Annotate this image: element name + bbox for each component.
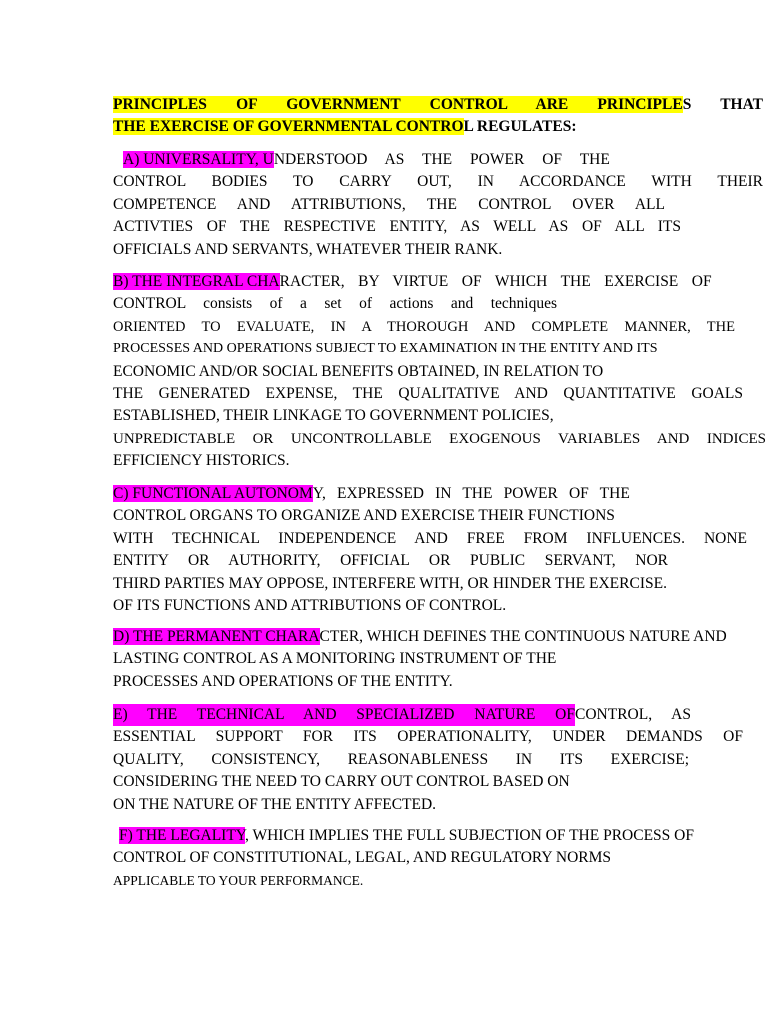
principle-c-line-6: OF ITS FUNCTIONS AND ATTRIBUTIONS OF CONTROL. [113,596,507,614]
heading-highlight-2: THE EXERCISE OF GOVERNMENTAL CONTRO [113,118,464,136]
principle-c-line-3: WITH TECHNICAL INDEPENDENCE AND FREE FROM INFLUENCES. NONE [113,529,747,547]
principle-b-integral-character [113,271,766,473]
principle-b-line-5: ECONOMIC AND/OR SOCIAL BENEFITS OBTAINED, IN RELATION TO [113,362,604,380]
principle-a-universality [113,149,763,261]
principle-e-line-4: CONSIDERING THE NEED TO CARRY OUT CONTROL BASED ON [113,773,570,791]
heading-rest-2: L REGULATES: [463,118,577,136]
principle-b-line-2: CONTROL consists of a set of actions and techniques [113,295,557,313]
principle-b-highlight: B) THE INTEGRAL CHA [113,273,280,290]
principle-d-highlight: D) THE PERMANENT CHARA [113,628,320,645]
principle-a-line-3: COMPETENCE AND ATTRIBUTIONS, THE CONTROL OVER ALL [113,195,665,213]
principle-a-line-4: ACTIVTIES OF THE RESPECTIVE ENTITY, AS WELL AS OF ALL ITS [113,218,681,236]
principle-e-highlight: E) THE TECHNICAL AND SPECIALIZED NATURE OF [113,704,575,726]
principle-d-line-2: LASTING CONTROL AS A MONITORING INSTRUMENT OF THE [113,650,557,668]
principle-f-line-1: F) THE LEGALITY, WHICH IMPLIES THE FULL SUBJECTION OF THE PROCESS OF [119,827,694,844]
principle-b-line-9: EFFICIENCY HISTORICS. [113,452,290,470]
principle-c-line-4: ENTITY OR AUTHORITY, OFFICIAL OR PUBLIC SERVANT, NOR [113,552,668,570]
heading-line-2 [113,116,763,138]
principle-e-line-3: QUALITY, CONSISTENCY, REASONABLENESS IN ITS EXERCISE; [113,750,689,768]
principle-a-line-1: A) UNIVERSALITY, UNDERSTOOD AS THE POWER OF THE [123,151,610,168]
principle-c-highlight: C) FUNCTIONAL AUTONOM [113,485,313,502]
principle-a-line-5: OFFICIALS AND SERVANTS, WHATEVER THEIR RANK. [113,240,503,258]
heading-line-1 [113,94,763,116]
principle-e-technical-nature [113,704,763,816]
principle-c-line-1: C) FUNCTIONAL AUTONOMY, EXPRESSED IN THE POWER OF THE [113,485,630,502]
principle-b-line-1: B) THE INTEGRAL CHARACTER, BY VIRTUE OF WHICH THE EXERCISE OF [113,273,712,290]
principle-d-permanent-character [113,626,763,693]
principle-f-legality [113,825,763,892]
principle-b-line-8: UNPREDICTABLE OR UNCONTROLLABLE EXOGENOUS VARIABLES AND INDICES [113,430,766,447]
principle-b-line-6: THE GENERATED EXPENSE, THE QUALITATIVE AND QUANTITATIVE GOALS [113,384,743,402]
heading-highlight-1: PRINCIPLES OF GOVERNMENT CONTROL ARE PRINCIPLE [113,96,683,113]
principle-d-line-1: D) THE PERMANENT CHARACTER, WHICH DEFINES THE CONTINUOUS NATURE AND [113,628,727,645]
document-heading [113,94,763,139]
principle-c-line-5: THIRD PARTIES MAY OPPOSE, INTERFERE WITH, OR HINDER THE EXERCISE. [113,574,667,592]
principle-d-line-3: PROCESSES AND OPERATIONS OF THE ENTITY. [113,672,453,690]
principle-b-line-7: ESTABLISHED, THEIR LINKAGE TO GOVERNMENT POLICIES, [113,407,554,425]
principle-b-line-4: PROCESSES AND OPERATIONS SUBJECT TO EXAMINATION IN THE ENTITY AND ITS [113,341,658,357]
principle-f-highlight: F) THE LEGALITY [119,827,245,844]
principle-f-line-3: APPLICABLE TO YOUR PERFORMANCE. [113,872,364,888]
principle-e-line-1: E) THE TECHNICAL AND SPECIALIZED NATURE OFCONTROL, AS [113,704,693,726]
principle-c-line-2: CONTROL ORGANS TO ORGANIZE AND EXERCISE THEIR FUNCTIONS [113,507,615,525]
principle-c-functional-autonomy [113,483,763,617]
principle-a-line-2: CONTROL BODIES TO CARRY OUT, IN ACCORDANCE WITH THEIR [113,173,763,191]
principle-f-line-2: CONTROL OF CONSTITUTIONAL, LEGAL, AND REGULATORY NORMS [113,849,612,867]
principle-e-line-2: ESSENTIAL SUPPORT FOR ITS OPERATIONALITY, UNDER DEMANDS OF [113,728,743,746]
principle-e-line-5: ON THE NATURE OF THE ENTITY AFFECTED. [113,795,437,813]
heading-rest-1: S THAT [682,96,763,113]
principle-a-highlight: A) UNIVERSALITY, U [123,151,274,168]
principle-b-line-3: ORIENTED TO EVALUATE, IN A THOROUGH AND COMPLETE MANNER, THE [113,318,735,335]
